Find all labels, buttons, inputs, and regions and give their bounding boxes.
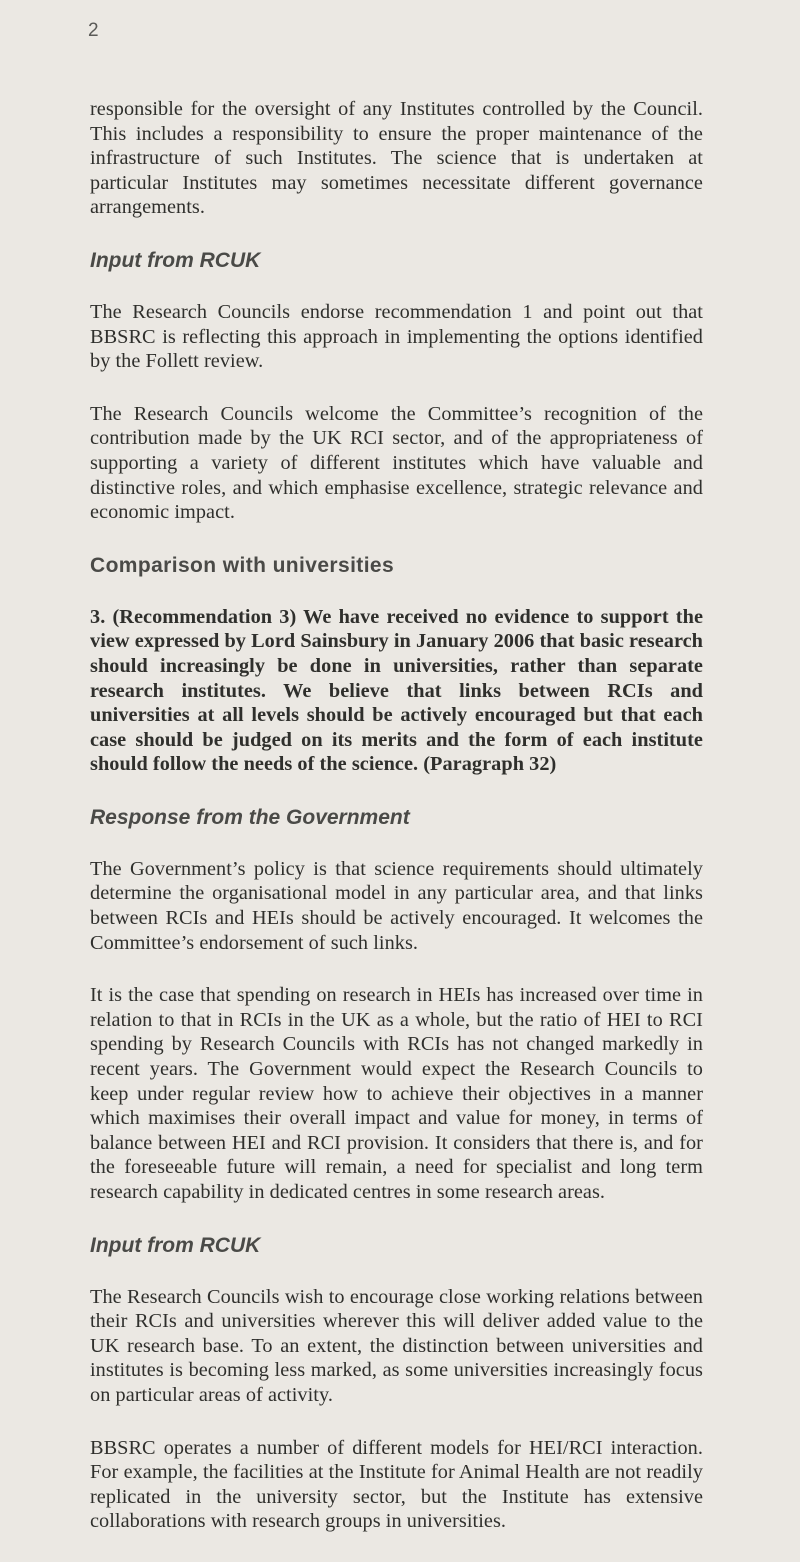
paragraph-close-working: The Research Councils wish to encourage close working relations between their RCIs and universities wherever this will deliver added value to the UK research base. To an extent, the distinction between universities and institutes is becoming less marked, as some universities increasingly focus on particular areas of activity. bbox=[90, 1285, 703, 1406]
page-number: 2 bbox=[88, 20, 99, 41]
paragraph-rcuk-endorse: The Research Councils endorse recommendation 1 and point out that BBSRC is reflecting this approach in implementing the options identified by the Follett review. bbox=[90, 300, 703, 373]
paragraph-rcuk-welcome: The Research Councils welcome the Committee’s recognition of the contribution made by the UK RCI sector, and of the appropriateness of supporting a variety of different institutes which have valuable and distinctive roles, and which emphasise excellence, strategic relevance and economic impact. bbox=[90, 402, 703, 524]
heading-input-from-rcuk: Input from RCUK bbox=[90, 248, 261, 272]
paragraph-government-policy: The Government’s policy is that science requirements should ultimately determine the organisational model in any particular area, and that links between RCIs and HEIs should be actively encouraged. It welcomes the Committee’s endorsement of such links. bbox=[90, 857, 703, 954]
paragraph-recommendation-3: 3. (Recommendation 3) We have received no evidence to support the view expressed by Lord Sainsbury in January 2006 that basic research should increasingly be done in universities, rather than separate research institutes. We believe that links between RCIs and universities at all levels should be actively encouraged but that each case should be judged on its merits and the form of each institute should follow the needs of the science. (Paragraph 32) bbox=[90, 605, 704, 776]
heading-input-from-rcuk-2: Input from RCUK bbox=[90, 1233, 261, 1257]
heading-response-from-government: Response from the Government bbox=[90, 805, 410, 829]
paragraph-oversight: responsible for the oversight of any Institutes controlled by the Council. This includes a responsibility to ensure the proper maintenance of the infrastructure of such Institutes. The science that is undertaken at particular Institutes may sometimes necessitate different governance arrangements. bbox=[90, 98, 703, 219]
paragraph-bbsrc-models: BBSRC operates a number of different models for HEI/RCI interaction. For example, the facilities at the Institute for Animal Health are not readily replicated in the university sector, but the Institute has extensive collaborations with research groups in universities. bbox=[90, 1436, 703, 1533]
heading-comparison-with-universities: Comparison with universities bbox=[90, 553, 395, 577]
paragraph-spending: It is the case that spending on research in HEIs has increased over time in relation to that in RCIs in the UK as a whole, but the ratio of HEI to RCI spending by Research Councils with RCIs has not changed markedly in recent years. The Government would expect the Research Councils to keep under regular review how to achieve their objectives in a manner which maximises their overall impact and value for money, in terms of balance between HEI and RCI provision. It considers that there is, and for the foreseeable future will remain, a need for specialist and long term research capability in dedicated centres in some research areas. bbox=[90, 984, 703, 1203]
document-body bbox=[90, 97, 703, 1562]
